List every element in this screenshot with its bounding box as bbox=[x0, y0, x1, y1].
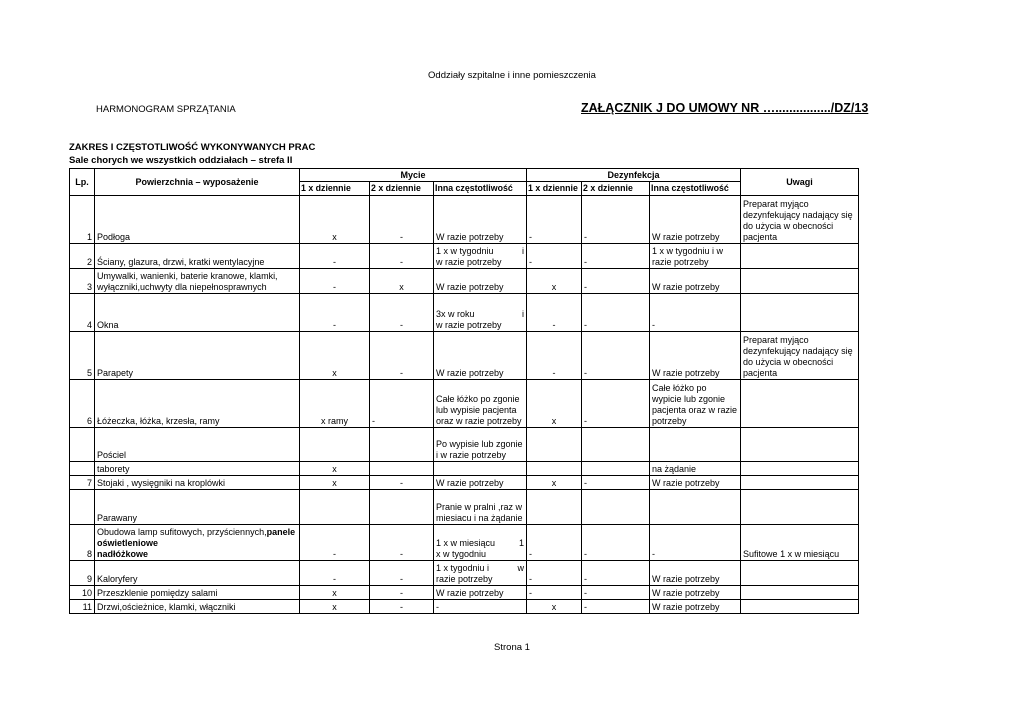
cell-mycie-other bbox=[434, 462, 527, 476]
table-row bbox=[70, 525, 859, 561]
table-row bbox=[70, 586, 859, 600]
cell-dez-other: W razie potrzeby bbox=[650, 561, 741, 586]
cell-dez-1x: - bbox=[527, 561, 582, 586]
cell-mycie-2x: - bbox=[370, 380, 434, 428]
mycie-freq-text: 3x w roku bbox=[436, 309, 475, 319]
header-dez-other: Inna częstotliwość bbox=[650, 182, 741, 196]
header-dez-2x: 2 x dziennie bbox=[582, 182, 650, 196]
row-surface: Okna bbox=[95, 294, 300, 332]
header-dez-1x: 1 x dziennie bbox=[527, 182, 582, 196]
section-subtitle: Sale chorych we wszystkich oddziałach – strefa II bbox=[69, 155, 293, 166]
row-surface: Parawany bbox=[95, 490, 300, 525]
mycie-freq-text: 1 x w tygodniu bbox=[436, 246, 494, 256]
row-surface: Drzwi,ościeżnice, klamki, włączniki bbox=[95, 600, 300, 614]
cell-uwagi: Preparat myjąco dezynfekujący nadający się do użycia w obecności pacjenta bbox=[741, 332, 859, 380]
table-row bbox=[70, 462, 859, 476]
cell-dez-2x: - bbox=[582, 525, 650, 561]
cell-uwagi bbox=[741, 462, 859, 476]
cell-mycie-other: W razie potrzeby bbox=[434, 332, 527, 380]
cell-dez-2x bbox=[582, 462, 650, 476]
cell-mycie-other bbox=[434, 561, 527, 586]
cell-mycie-1x: - bbox=[300, 269, 370, 294]
cell-dez-2x bbox=[582, 490, 650, 525]
cell-mycie-other: W razie potrzeby bbox=[434, 269, 527, 294]
table-row bbox=[70, 294, 859, 332]
cell-mycie-1x: - bbox=[300, 525, 370, 561]
cell-dez-other: W razie potrzeby bbox=[650, 600, 741, 614]
cell-dez-2x bbox=[582, 428, 650, 462]
mycie-freq-conj: i bbox=[522, 246, 525, 256]
cell-mycie-1x: - bbox=[300, 561, 370, 586]
cell-dez-1x: - bbox=[527, 525, 582, 561]
cell-mycie-1x: x bbox=[300, 600, 370, 614]
cell-mycie-other: W razie potrzeby bbox=[434, 196, 527, 244]
row-number bbox=[70, 428, 95, 462]
cell-dez-2x: - bbox=[582, 269, 650, 294]
cell-dez-2x: - bbox=[582, 380, 650, 428]
row-surface bbox=[95, 525, 300, 561]
row-number: 1 bbox=[70, 196, 95, 244]
cell-mycie-1x: - bbox=[300, 294, 370, 332]
mycie-freq-text-2: razie potrzeby bbox=[436, 574, 493, 584]
table-row bbox=[70, 269, 859, 294]
header-dezynfekcja: Dezynfekcja bbox=[527, 169, 741, 182]
cell-dez-1x: x bbox=[527, 380, 582, 428]
cell-dez-1x: - bbox=[527, 244, 582, 269]
cell-mycie-2x: - bbox=[370, 476, 434, 490]
cell-dez-1x bbox=[527, 462, 582, 476]
cell-mycie-other: W razie potrzeby bbox=[434, 476, 527, 490]
surface-text: Obudowa lamp sufitowych, przyściennych, bbox=[97, 527, 267, 537]
table-row bbox=[70, 428, 859, 462]
cell-uwagi bbox=[741, 294, 859, 332]
cell-mycie-1x: x ramy bbox=[300, 380, 370, 428]
row-surface: Parapety bbox=[95, 332, 300, 380]
surface-text-bold: panele oświetleniowe bbox=[97, 527, 296, 548]
mycie-freq-text-2: w razie potrzeby bbox=[436, 320, 502, 330]
cell-mycie-other bbox=[434, 244, 527, 269]
row-surface: Pościel bbox=[95, 428, 300, 462]
mycie-freq-text: 1 x w miesiącu bbox=[436, 538, 496, 548]
table-row bbox=[70, 561, 859, 586]
table-row bbox=[70, 490, 859, 525]
mycie-freq-text-2: x w tygodniu bbox=[436, 549, 487, 559]
row-number: 6 bbox=[70, 380, 95, 428]
cell-mycie-2x: - bbox=[370, 525, 434, 561]
cell-mycie-1x bbox=[300, 428, 370, 462]
cell-dez-1x: x bbox=[527, 600, 582, 614]
cell-dez-2x: - bbox=[582, 561, 650, 586]
cell-mycie-2x: - bbox=[370, 332, 434, 380]
row-number: 8 bbox=[70, 525, 95, 561]
header-mycie: Mycie bbox=[300, 169, 527, 182]
row-number bbox=[70, 462, 95, 476]
cell-mycie-2x bbox=[370, 490, 434, 525]
cell-mycie-other: Całe łóżko po zgonie lub wypisie pacjenta oraz w razie potrzeby bbox=[434, 380, 527, 428]
cell-uwagi bbox=[741, 561, 859, 586]
cell-uwagi bbox=[741, 380, 859, 428]
cell-dez-2x: - bbox=[582, 600, 650, 614]
header-lp: Lp. bbox=[70, 169, 95, 196]
row-surface: taborety bbox=[95, 462, 300, 476]
cell-dez-1x bbox=[527, 490, 582, 525]
cell-dez-1x: x bbox=[527, 269, 582, 294]
cell-dez-2x: - bbox=[582, 244, 650, 269]
row-surface: Ściany, glazura, drzwi, kratki wentylacyjne bbox=[95, 244, 300, 269]
row-surface: Podłoga bbox=[95, 196, 300, 244]
page-footer: Strona 1 bbox=[494, 642, 530, 653]
cell-mycie-2x: - bbox=[370, 561, 434, 586]
cell-uwagi bbox=[741, 586, 859, 600]
mycie-freq-conj: i bbox=[522, 309, 525, 319]
mycie-freq-text-2: w razie potrzeby bbox=[436, 257, 502, 267]
cell-dez-other bbox=[650, 490, 741, 525]
cell-uwagi bbox=[741, 600, 859, 614]
cell-mycie-2x: - bbox=[370, 586, 434, 600]
cell-dez-1x: - bbox=[527, 332, 582, 380]
cell-dez-2x: - bbox=[582, 294, 650, 332]
row-surface: Umywalki, wanienki, baterie kranowe, klamki, wyłączniki,uchwyty dla niepełnosprawnych bbox=[95, 269, 300, 294]
cell-uwagi bbox=[741, 269, 859, 294]
cell-dez-other: 1 x w tygodniu i w razie potrzeby bbox=[650, 244, 741, 269]
cell-mycie-2x bbox=[370, 462, 434, 476]
header-uwagi: Uwagi bbox=[741, 169, 859, 196]
header-mycie-1x: 1 x dziennie bbox=[300, 182, 370, 196]
row-number: 11 bbox=[70, 600, 95, 614]
cell-dez-other: W razie potrzeby bbox=[650, 332, 741, 380]
cell-dez-2x: - bbox=[582, 586, 650, 600]
row-surface: Łóżeczka, łóżka, krzesła, ramy bbox=[95, 380, 300, 428]
cell-uwagi bbox=[741, 476, 859, 490]
row-number: 5 bbox=[70, 332, 95, 380]
row-number: 7 bbox=[70, 476, 95, 490]
cell-mycie-2x: x bbox=[370, 269, 434, 294]
document-header-left: HARMONOGRAM SPRZĄTANIA bbox=[96, 104, 236, 115]
cell-uwagi: Sufitowe 1 x w miesiącu bbox=[741, 525, 859, 561]
cell-dez-2x: - bbox=[582, 476, 650, 490]
cell-mycie-1x: x bbox=[300, 476, 370, 490]
cell-mycie-other bbox=[434, 294, 527, 332]
cell-mycie-other: - bbox=[434, 600, 527, 614]
cell-mycie-1x: x bbox=[300, 332, 370, 380]
mycie-freq-conj: 1 bbox=[519, 538, 525, 548]
cell-mycie-other: Po wypisie lub zgonie i w razie potrzeby bbox=[434, 428, 527, 462]
row-number: 3 bbox=[70, 269, 95, 294]
row-surface: Stojaki , wysięgniki na kroplówki bbox=[95, 476, 300, 490]
row-number: 9 bbox=[70, 561, 95, 586]
table-row bbox=[70, 476, 859, 490]
cell-dez-other: Całe łóżko po wypicie lub zgonie pacjenta oraz w razie potrzeby bbox=[650, 380, 741, 428]
cell-dez-2x: - bbox=[582, 332, 650, 380]
cell-mycie-1x: x bbox=[300, 196, 370, 244]
cell-dez-other bbox=[650, 428, 741, 462]
cell-dez-other: - bbox=[650, 294, 741, 332]
cell-dez-1x: - bbox=[527, 294, 582, 332]
row-number: 2 bbox=[70, 244, 95, 269]
cell-mycie-2x: - bbox=[370, 600, 434, 614]
cell-mycie-1x: - bbox=[300, 244, 370, 269]
cell-dez-other: - bbox=[650, 525, 741, 561]
row-number: 10 bbox=[70, 586, 95, 600]
cell-uwagi bbox=[741, 490, 859, 525]
cell-dez-other: W razie potrzeby bbox=[650, 476, 741, 490]
cell-mycie-2x: - bbox=[370, 294, 434, 332]
cell-mycie-1x: x bbox=[300, 586, 370, 600]
row-surface: Przeszklenie pomiędzy salami bbox=[95, 586, 300, 600]
header-surface: Powierzchnia – wyposażenie bbox=[95, 169, 300, 196]
table-row bbox=[70, 244, 859, 269]
header-mycie-2x: 2 x dziennie bbox=[370, 182, 434, 196]
mycie-freq-text: 1 x tygodniu i bbox=[436, 563, 490, 573]
cell-mycie-2x bbox=[370, 428, 434, 462]
cell-dez-other: na żądanie bbox=[650, 462, 741, 476]
row-number: 4 bbox=[70, 294, 95, 332]
cell-mycie-2x: - bbox=[370, 244, 434, 269]
cell-mycie-1x bbox=[300, 490, 370, 525]
cell-dez-other: W razie potrzeby bbox=[650, 586, 741, 600]
cell-mycie-1x: x bbox=[300, 462, 370, 476]
cell-mycie-other: W razie potrzeby bbox=[434, 586, 527, 600]
table-row bbox=[70, 600, 859, 614]
cell-uwagi bbox=[741, 428, 859, 462]
cell-mycie-other bbox=[434, 525, 527, 561]
cell-mycie-other: Pranie w pralni ,raz w miesiacu i na żądanie bbox=[434, 490, 527, 525]
cell-dez-2x: - bbox=[582, 196, 650, 244]
row-surface: Kaloryfery bbox=[95, 561, 300, 586]
cleaning-schedule-table bbox=[69, 168, 859, 614]
annex-title: ZAŁĄCZNIK J DO UMOWY NR …................/DZ/13 bbox=[581, 101, 869, 115]
cell-dez-1x bbox=[527, 428, 582, 462]
surface-text-bold-2: nadłóżkowe bbox=[97, 549, 149, 559]
cell-mycie-2x: - bbox=[370, 196, 434, 244]
table-row bbox=[70, 196, 859, 244]
cell-uwagi: Preparat myjąco dezynfekujący nadający się do użycia w obecności pacjenta bbox=[741, 196, 859, 244]
document-header-center: Oddziały szpitalne i inne pomieszczenia bbox=[428, 70, 596, 81]
table-row bbox=[70, 380, 859, 428]
table-row bbox=[70, 332, 859, 380]
row-number bbox=[70, 490, 95, 525]
cell-dez-other: W razie potrzeby bbox=[650, 196, 741, 244]
cell-dez-1x: x bbox=[527, 476, 582, 490]
cell-uwagi bbox=[741, 244, 859, 269]
mycie-freq-conj: w bbox=[517, 563, 525, 573]
cell-dez-other: W razie potrzeby bbox=[650, 269, 741, 294]
cell-dez-1x: - bbox=[527, 586, 582, 600]
section-title: ZAKRES I CZĘSTOTLIWOŚĆ WYKONYWANYCH PRAC bbox=[69, 142, 316, 153]
cell-dez-1x: - bbox=[527, 196, 582, 244]
header-mycie-other: Inna częstotliwość bbox=[434, 182, 527, 196]
